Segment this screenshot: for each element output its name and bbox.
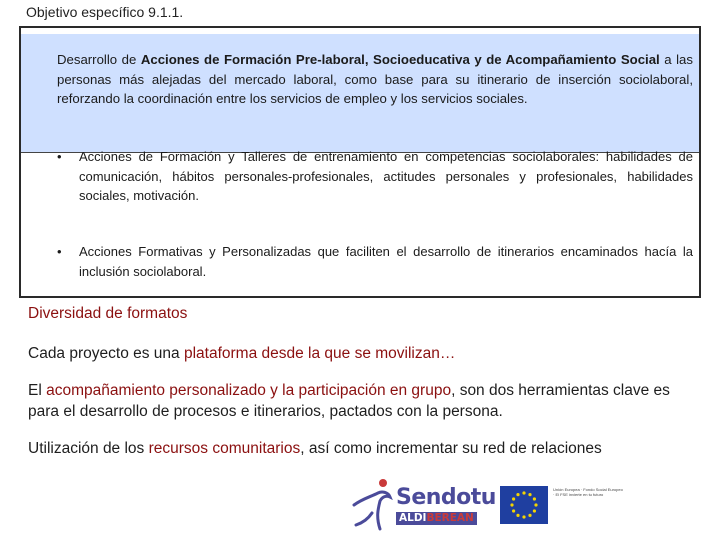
slide-title: Objetivo específico 9.1.1. bbox=[26, 4, 184, 20]
logo-word-top: Sendotu bbox=[396, 485, 496, 510]
bullet-text: Acciones Formativas y Personalizadas que faciliten el desarrollo de itinerarios encaminados hacía la inclusión sociolaboral. bbox=[79, 244, 693, 279]
bullet-text: Acciones de Formación y Talleres de entrenamiento en competencias sociolaborales: habilidades de comunicación, hábitos personales-profesionales, actitudes personales y profesionales, habilidades sociales, motivación. bbox=[79, 149, 693, 203]
p2-post: con la persona. bbox=[392, 403, 503, 420]
section-heading: Diversidad de formatos bbox=[28, 305, 188, 322]
p3-post: , así como incrementar su red de relaciones bbox=[300, 440, 602, 457]
paragraph-platform bbox=[28, 343, 698, 364]
p2-highlight: acompañamiento personalizado y la participación en grupo bbox=[46, 382, 452, 399]
bullet-item bbox=[57, 147, 693, 206]
intro-post: a las personas más alejadas del mercado laboral, como base para su itinerario de inserción sociolaboral, reforzando la coordinación entre los servicios de empleo y los servicios sociales. bbox=[57, 52, 693, 106]
p3-pre: Utilización de los bbox=[28, 440, 149, 457]
logo-word-bottom: ALDIBEREAN bbox=[396, 512, 477, 525]
person-figure-icon bbox=[350, 477, 396, 535]
bullet-dot: • bbox=[57, 244, 62, 259]
p2-pre: El bbox=[28, 382, 47, 399]
eu-flag-icon bbox=[500, 486, 548, 524]
eu-fund-text: Unión Europea · Fondo Social Europeo · El FSE invierte en tu futuro bbox=[553, 487, 623, 497]
sendotu-logo bbox=[350, 475, 500, 535]
paragraph-accompaniment bbox=[28, 380, 698, 422]
p2-bold: es para el desarrollo de procesos e itinerarios, pactados bbox=[28, 382, 670, 420]
box-intro-text bbox=[57, 50, 693, 109]
p1-pre: Cada proyecto es una bbox=[28, 345, 184, 362]
p2-mid: , son dos herramientas clave bbox=[451, 382, 654, 399]
objective-box bbox=[19, 26, 701, 298]
paragraph-resources bbox=[28, 438, 698, 459]
intro-bold: Acciones de Formación Pre-laboral, Socioeducativa y de Acompañamiento Social bbox=[140, 52, 660, 67]
bullet-item bbox=[57, 242, 693, 281]
bullet-dot: • bbox=[57, 149, 62, 164]
p1-highlight: plataforma desde la que se movilizan… bbox=[183, 345, 456, 362]
p3-highlight: recursos comunitarios bbox=[148, 440, 301, 457]
intro-pre: Desarrollo de bbox=[57, 52, 141, 67]
